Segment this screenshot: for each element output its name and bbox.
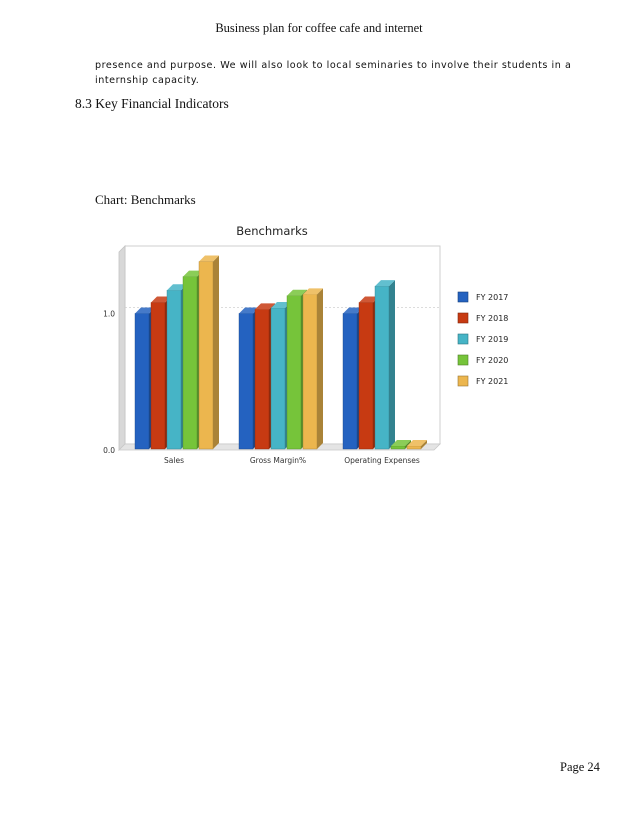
bar-front [151,303,165,449]
body-paragraph [95,58,575,88]
bar-front [135,313,149,449]
legend-swatch [458,313,468,323]
bar-front [167,290,181,449]
legend-swatch [458,376,468,386]
legend-swatch [458,292,468,302]
y-tick-label: 0.0 [103,446,115,455]
bar-front [199,262,213,449]
legend-swatch [458,334,468,344]
bar-front [239,313,253,449]
legend-label: FY 2020 [476,356,509,365]
bar-front [271,308,285,449]
chart-svg [85,218,535,468]
bar-front [287,296,301,449]
plot-side-wall [119,246,125,450]
x-category-label: Gross Margin% [249,456,307,465]
bar-front [359,303,373,449]
bar-front [407,446,421,449]
paragraph-line-2: internship capacity. [95,75,200,86]
legend-label: FY 2019 [476,335,509,344]
section-heading: 8.3 Key Financial Indicators [75,96,229,111]
bar-front [391,446,405,449]
y-tick-label: 1.0 [103,309,115,319]
bar-front [183,277,197,449]
chart-caption: Chart: Benchmarks [95,192,196,207]
x-category-label: Operating Expenses [344,456,420,465]
bar-front [255,309,269,449]
page-header: Business plan for coffee cafe and internet [215,21,423,35]
bar-side [317,288,323,449]
chart-title: Benchmarks [236,224,308,238]
legend-label: FY 2018 [476,314,509,323]
bar-front [375,286,389,449]
x-category-label: Sales [164,456,184,465]
bar-side [389,280,395,449]
benchmarks-chart [85,218,535,468]
bar-front [343,313,357,449]
bar-front [303,294,317,449]
paragraph-line-1: presence and purpose. We will also look to local seminaries to involve their students in a [95,60,572,71]
legend-swatch [458,355,468,365]
bar-side [213,256,219,449]
page-number: Page 24 [560,760,600,774]
legend-label: FY 2017 [476,293,509,302]
legend-label: FY 2021 [476,377,509,386]
